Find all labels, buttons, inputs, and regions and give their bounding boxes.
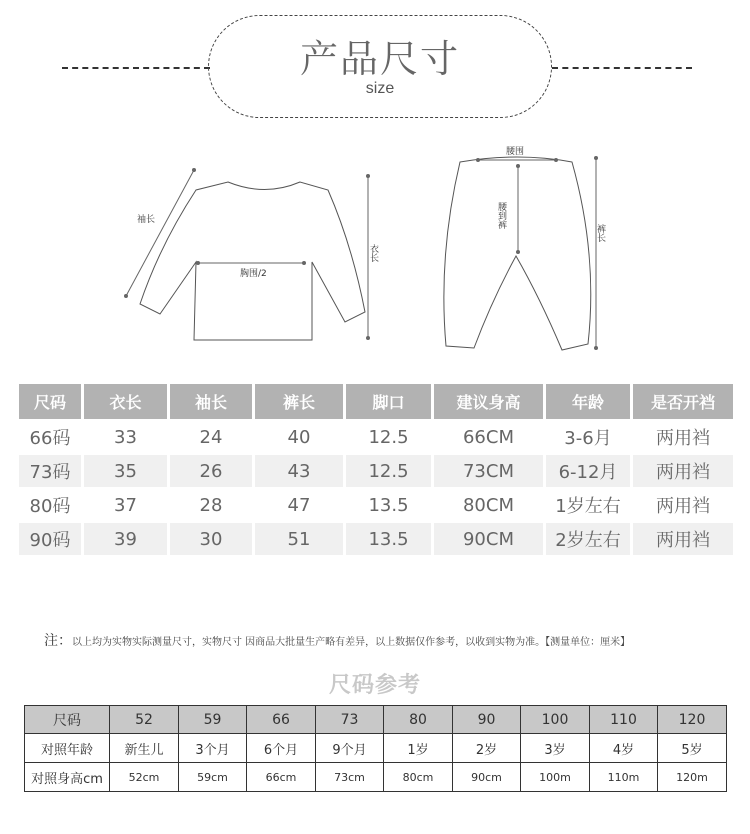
header-divider-right (552, 67, 692, 69)
cell: 13.5 (368, 494, 409, 516)
cell: 33 (114, 426, 137, 448)
reference-header-row (25, 706, 727, 734)
size-diagram (0, 140, 750, 365)
cell: 13.5 (346, 523, 431, 555)
cell: 30 (170, 523, 252, 555)
col-sleeve: 袖长 (170, 384, 252, 419)
cell: 3个月 (179, 734, 247, 763)
cell: 9个月 (316, 734, 384, 763)
cell: 4岁 (590, 734, 658, 763)
cell: 66码 (29, 428, 71, 449)
cell: 73码 (19, 455, 81, 487)
cell: 新生儿 (110, 734, 179, 763)
header-divider-left (62, 67, 210, 69)
cell: 80CM (462, 494, 514, 516)
waist-label: 腰围 (506, 147, 525, 157)
measurement-note (44, 630, 630, 650)
col-height: 建议身高 (434, 384, 543, 419)
cell: 12.5 (346, 455, 431, 487)
rise-label: 腰到裤 (496, 202, 506, 229)
cell: 90码 (19, 523, 81, 555)
table-row (19, 489, 733, 521)
cell: 尺码 (25, 706, 110, 734)
cell: 两用裆 (633, 523, 733, 555)
reference-title: 尺码参考 (328, 673, 421, 698)
cell: 5岁 (658, 734, 727, 763)
cell: 100 (521, 706, 590, 734)
col-pants: 裤长 (255, 384, 343, 419)
cell: 80cm (384, 763, 453, 792)
cell: 43 (255, 455, 343, 487)
cell: 两用裆 (633, 455, 733, 487)
cell: 51 (255, 523, 343, 555)
cell: 52cm (110, 763, 179, 792)
cell: 24 (199, 426, 223, 448)
size-table-header (19, 384, 733, 419)
length-label: 衣长 (368, 244, 378, 262)
cell: 1岁 (384, 734, 453, 763)
cell: 90cm (453, 763, 521, 792)
note-text: 以上均为实物实际测量尺寸，实物尺寸 因商品大批量生产略有差异，以上数据仅作参考，以收到实物为准。【测量单位：厘米】 (72, 637, 631, 648)
cell: 110 (590, 706, 658, 734)
pants-length-label: 裤长 (595, 224, 605, 242)
reference-row (25, 763, 727, 792)
cell: 37 (114, 494, 137, 516)
col-crotch: 是否开裆 (633, 384, 733, 419)
col-age: 年龄 (546, 384, 630, 419)
cell: 35 (84, 455, 167, 487)
cell: 对照身高cm (25, 763, 110, 792)
cell: 90 (453, 706, 521, 734)
sleeve-label: 袖长 (137, 215, 156, 225)
cell: 26 (170, 455, 252, 487)
size-table (16, 382, 736, 557)
cell: 66 (247, 706, 316, 734)
cell: 59cm (179, 763, 247, 792)
cell: 2岁 (453, 734, 521, 763)
table-row (19, 523, 733, 555)
note-label: 注： (44, 633, 72, 649)
cell: 两用裆 (656, 428, 710, 449)
cell: 100m (521, 763, 590, 792)
cell: 66cm (247, 763, 316, 792)
cell: 120 (658, 706, 727, 734)
cell: 110m (590, 763, 658, 792)
cell: 对照年龄 (25, 734, 110, 763)
cell: 80码 (29, 496, 71, 517)
col-cuff: 脚口 (346, 384, 431, 419)
top-garment-icon (140, 182, 365, 340)
cell: 1岁左右 (555, 496, 621, 517)
cell: 80 (384, 706, 453, 734)
cell: 12.5 (368, 426, 409, 448)
reference-table (24, 705, 727, 792)
chest-label: 胸围/2 (240, 269, 267, 279)
cell: 28 (199, 494, 223, 516)
cell: 73cm (316, 763, 384, 792)
cell: 40 (287, 426, 311, 448)
table-row (19, 421, 733, 453)
table-row (19, 455, 733, 487)
page-title: 产品尺寸 (299, 37, 460, 81)
cell: 两用裆 (656, 496, 710, 517)
cell: 52 (110, 706, 179, 734)
reference-row (25, 734, 727, 763)
cell: 6-12月 (546, 455, 630, 487)
cell: 59 (179, 706, 247, 734)
cell: 39 (84, 523, 167, 555)
cell: 3岁 (521, 734, 590, 763)
cell: 66CM (462, 426, 514, 448)
cell: 2岁左右 (546, 523, 630, 555)
cell: 6个月 (247, 734, 316, 763)
cell: 73 (316, 706, 384, 734)
cell: 73CM (434, 455, 543, 487)
cell: 120m (658, 763, 727, 792)
col-size: 尺码 (19, 384, 81, 419)
cell: 47 (287, 494, 311, 516)
cell: 90CM (434, 523, 543, 555)
cell: 3-6月 (564, 428, 612, 449)
page-subtitle: size (365, 80, 395, 97)
col-length: 衣长 (84, 384, 167, 419)
